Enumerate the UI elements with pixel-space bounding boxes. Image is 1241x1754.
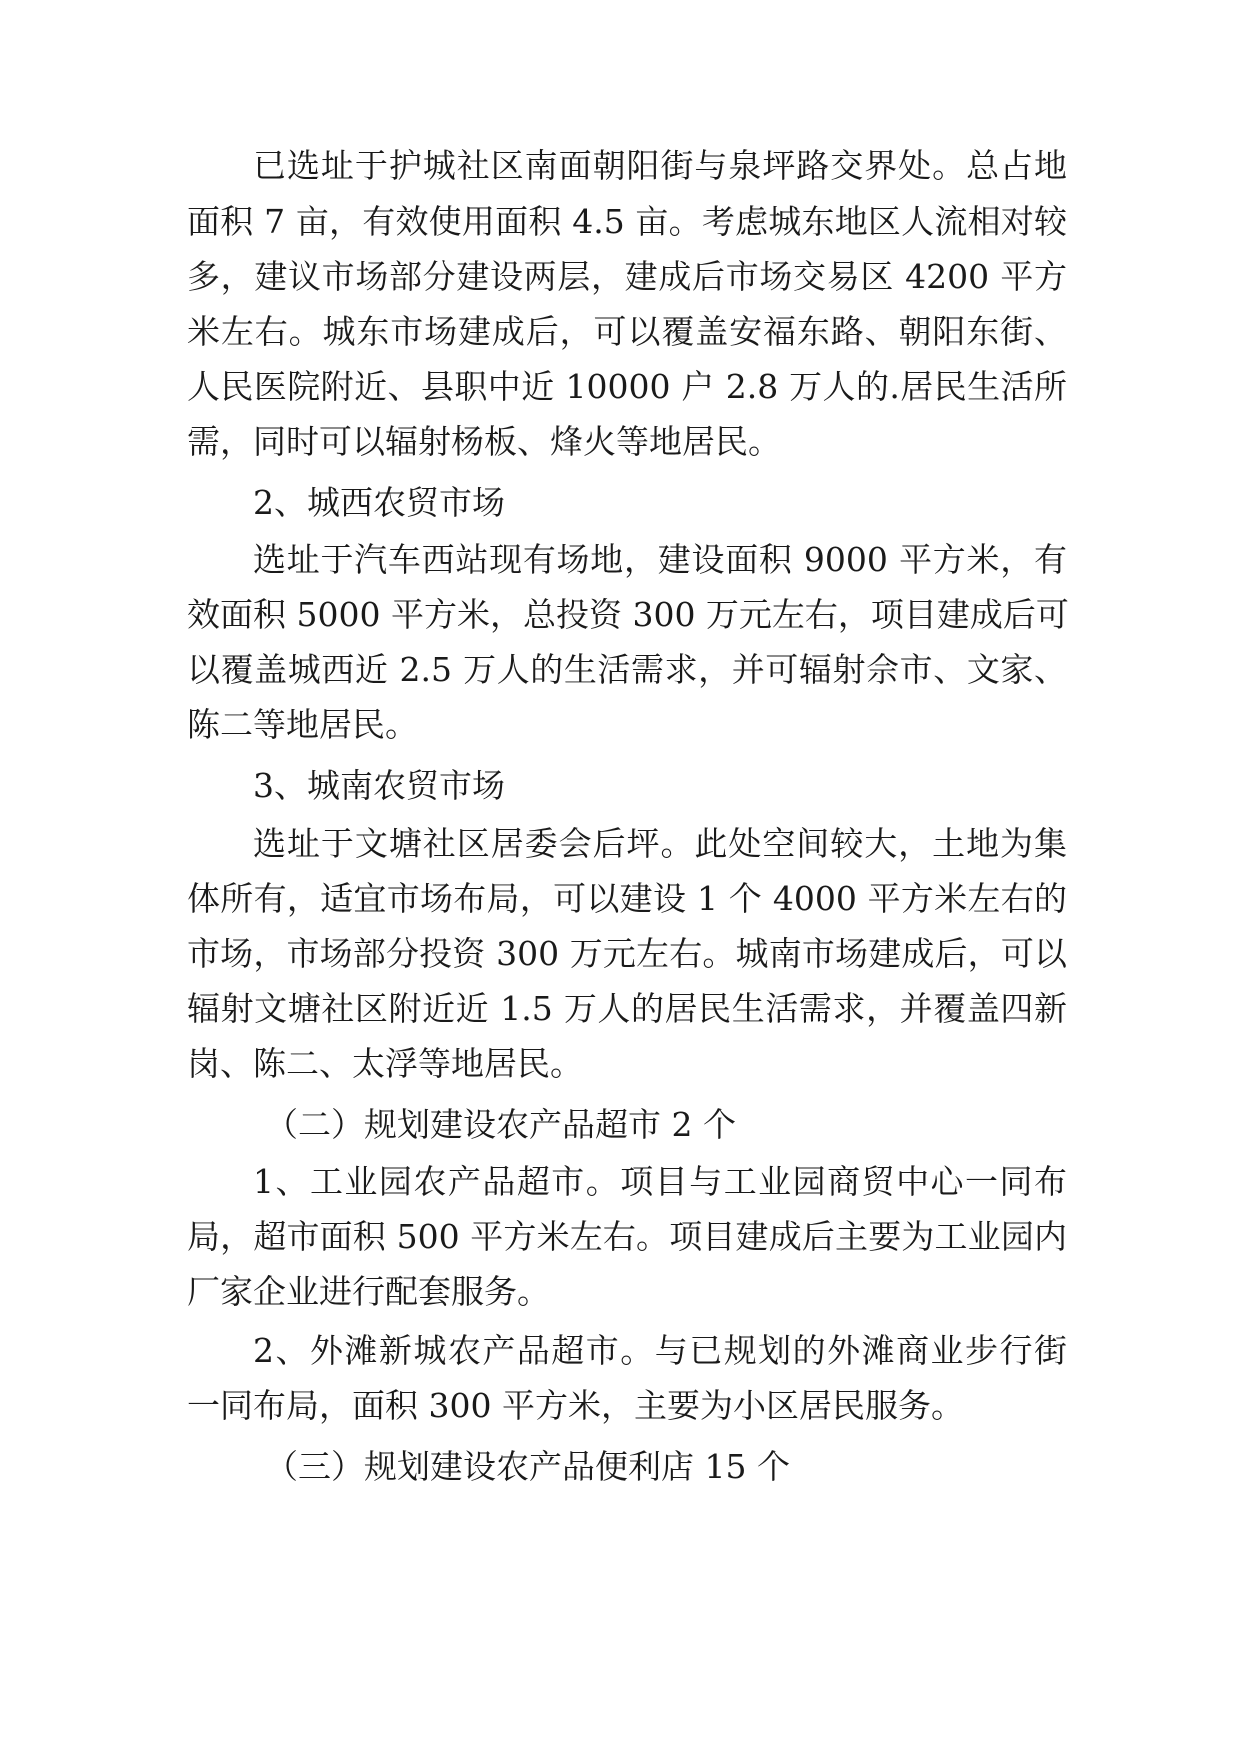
paragraph-line: 米左右。城东市场建成后，可以覆盖安福东路、朝阳东街、 [187, 312, 1067, 351]
paragraph-line: 陈二等地居民。 [187, 705, 418, 744]
paragraph-line: 效面积 5000 平方米，总投资 300 万元左右，项目建成后可 [187, 595, 1069, 634]
paragraph-line: 多，建议市场部分建设两层，建成后市场交易区 4200 平方 [187, 257, 1067, 296]
paragraph-line: 厂家企业进行配套服务。 [187, 1272, 550, 1311]
paragraph-line: 选址于汽车西站现有场地，建设面积 9000 平方米，有 [253, 540, 1067, 579]
paragraph-line: 需，同时可以辐射杨板、烽火等地居民。 [187, 422, 781, 461]
paragraph-line: 辐射文塘社区附近近 1.5 万人的居民生活需求，并覆盖四新 [187, 989, 1067, 1028]
paragraph-line: 选址于文塘社区居委会后坪。此处空间较大，土地为集 [253, 824, 1067, 863]
paragraph-line: 体所有，适宜市场布局，可以建设 1 个 4000 平方米左右的 [187, 879, 1067, 918]
section-heading: 3、城南农贸市场 [253, 766, 505, 805]
section-heading: （二）规划建设农产品超市 2 个 [265, 1105, 736, 1144]
paragraph-line: 以覆盖城西近 2.5 万人的生活需求，并可辐射佘市、文家、 [187, 650, 1067, 689]
section-heading: （三）规划建设农产品便利店 15 个 [265, 1447, 790, 1486]
paragraph-line: 局，超市面积 500 平方米左右。项目建成后主要为工业园内 [187, 1217, 1067, 1256]
paragraph-line: 岗、陈二、太浮等地居民。 [187, 1044, 583, 1083]
section-heading: 2、城西农贸市场 [253, 483, 505, 522]
paragraph-line: 已选址于护城社区南面朝阳街与泉坪路交界处。总占地 [253, 146, 1067, 185]
paragraph-line: 1、工业园农产品超市。项目与工业园商贸中心一同布 [253, 1162, 1067, 1201]
paragraph-line: 一同布局，面积 300 平方米，主要为小区居民服务。 [187, 1386, 964, 1425]
paragraph-line: 2、外滩新城农产品超市。与已规划的外滩商业步行街 [253, 1331, 1067, 1370]
paragraph-line: 面积 7 亩，有效使用面积 4.5 亩。考虑城东地区人流相对较 [187, 202, 1067, 241]
paragraph-line: 市场，市场部分投资 300 万元左右。城南市场建成后，可以 [187, 934, 1067, 973]
paragraph-line: 人民医院附近、县职中近 10000 户 2.8 万人的.居民生活所 [187, 367, 1067, 406]
